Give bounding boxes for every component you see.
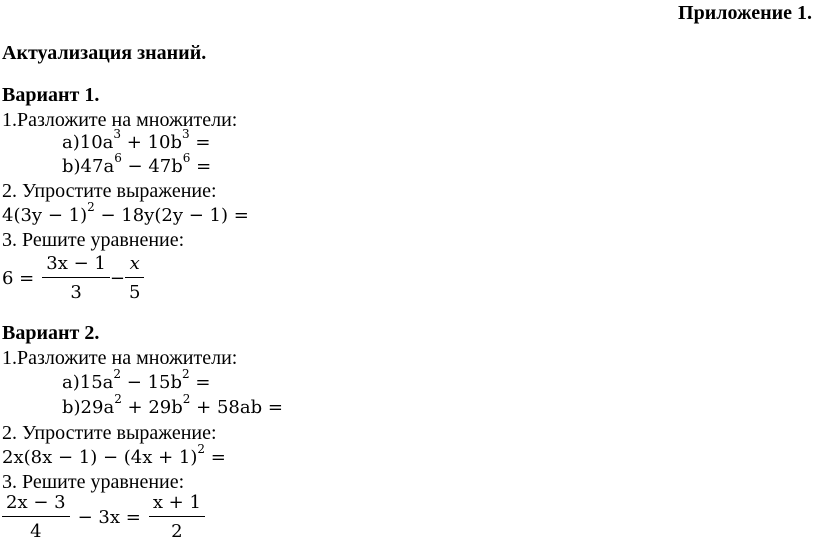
variant1-item-b-label: b) xyxy=(62,156,81,177)
variant1-item-b-expr-3: = xyxy=(190,156,212,177)
variant1-fraction-2-denominator: 5 xyxy=(128,282,141,303)
variant1-item-b-expr-1: 47a xyxy=(80,156,115,177)
appendix-label: Приложение 1. xyxy=(678,2,812,24)
variant1-simplify-expression xyxy=(2,200,249,226)
variant2-item-b-expr-1: 29a xyxy=(80,397,115,418)
variant1-item-b-exp-2: 6 xyxy=(182,151,191,165)
variant2-item-a-expr-3: = xyxy=(189,372,211,393)
variant2-fraction-1-denominator: 4 xyxy=(30,521,42,542)
variant1-task1-label: 1.Разложите на множители: xyxy=(2,109,238,131)
variant2-heading: Вариант 2. xyxy=(2,322,100,344)
variant2-fraction-1 xyxy=(2,492,70,542)
variant2-task3-label: 3. Решите уравнение: xyxy=(2,471,185,493)
variant2-task2-label: 2. Упростите выражение: xyxy=(2,422,217,444)
variant2-item-a-exp-2: 2 xyxy=(182,367,190,381)
variant1-item-a-label: a) xyxy=(62,132,80,153)
variant1-fraction-1-numerator: 3x − 1 xyxy=(42,253,110,278)
variant1-item-a-exp-2: 3 xyxy=(182,127,190,141)
variant1-item-a-expr-1: 10a xyxy=(79,132,114,153)
variant2-item-a-expr-1: 15a xyxy=(79,372,114,393)
variant2-fraction-1-numerator: 2x − 3 xyxy=(2,492,70,517)
variant2-item-b xyxy=(62,392,283,418)
variant1-item-a xyxy=(62,127,211,153)
variant2-item-b-label: b) xyxy=(62,397,81,418)
variant2-fraction-2-numerator: x + 1 xyxy=(149,492,205,517)
variant1-simplify-part-2: − 18y(2y − 1) = xyxy=(94,205,249,226)
variant1-heading: Вариант 1. xyxy=(2,84,100,106)
variant2-simplify-exponent: 2 xyxy=(197,442,206,456)
variant1-fraction-2 xyxy=(125,253,144,303)
variant1-item-a-expr-3: = xyxy=(189,132,211,153)
variant2-item-b-expr-2: + 29b xyxy=(121,397,183,418)
variant2-item-b-expr-3: + 58ab = xyxy=(190,397,283,418)
variant2-simplify-part-2: = xyxy=(205,447,226,468)
variant2-item-a-label: a) xyxy=(62,372,80,393)
variant1-item-b-expr-2: − 47b xyxy=(121,156,183,177)
variant1-task2-label: 2. Упростите выражение: xyxy=(2,180,217,202)
variant1-item-a-exp-1: 3 xyxy=(113,127,122,141)
variant1-item-b-exp-1: 6 xyxy=(114,151,122,165)
variant2-item-a-exp-1: 2 xyxy=(113,367,122,381)
variant1-item-a-expr-2: + 10b xyxy=(121,132,182,153)
variant2-item-b-exp-2: 2 xyxy=(182,392,191,406)
variant1-simplify-exponent: 2 xyxy=(87,200,95,214)
variant2-fraction-2 xyxy=(149,492,205,542)
variant1-item-b xyxy=(62,151,212,177)
variant1-fraction-2-numerator: x xyxy=(125,253,144,278)
variant1-equation xyxy=(2,253,144,303)
variant2-equation-middle: − 3x = xyxy=(77,506,141,528)
variant2-fraction-2-denominator: 2 xyxy=(171,521,183,542)
variant2-item-a-expr-2: − 15b xyxy=(121,372,182,393)
variant1-equation-left: 6 = xyxy=(2,267,35,289)
variant1-task3-label: 3. Решите уравнение: xyxy=(2,229,185,251)
variant2-simplify-expression xyxy=(2,442,226,468)
variant1-simplify-part-1: 4(3y − 1) xyxy=(2,205,88,226)
variant1-fraction-1-denominator: 3 xyxy=(70,282,82,303)
variant2-simplify-part-1: 2x(8x − 1) − (4x + 1) xyxy=(2,447,198,468)
variant2-item-a xyxy=(62,367,211,393)
variant1-equation-minus: − xyxy=(109,267,125,289)
variant1-fraction-1 xyxy=(42,253,110,303)
variant2-equation xyxy=(2,492,205,542)
variant2-task1-label: 1.Разложите на множители: xyxy=(2,347,238,369)
document-title: Актуализация знаний. xyxy=(2,42,207,64)
variant2-item-b-exp-1: 2 xyxy=(114,392,122,406)
